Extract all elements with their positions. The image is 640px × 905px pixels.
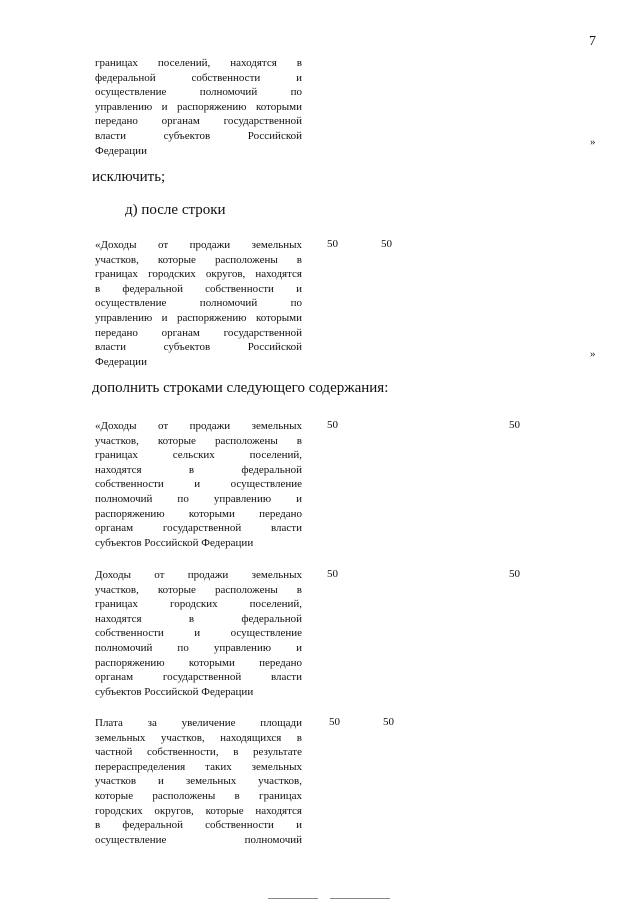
closing-quote: » — [590, 136, 596, 148]
text-line: власти субъектов Российской — [95, 341, 302, 354]
table-row-text — [95, 716, 302, 847]
text-line: участков, которые расположены в — [95, 434, 302, 447]
scan-edge-line — [268, 898, 318, 899]
text-line: управлению и распоряжению которыми — [95, 100, 302, 113]
value-cell: 50 — [327, 419, 338, 431]
text-line: границах городских округов, находятся — [95, 268, 302, 281]
text-line: управлению и распоряжению которыми — [95, 311, 302, 324]
text-line: субъектов Российской Федерации — [95, 685, 254, 698]
text-line: распоряжению которыми передано — [95, 507, 302, 520]
text-line: собственности и осуществление — [95, 478, 302, 491]
text-line: органам государственной власти — [95, 671, 302, 684]
page-number: 7 — [589, 34, 596, 49]
text-line: участков, которые расположены в — [95, 583, 302, 596]
text-line: Плата за увеличение площади — [95, 717, 302, 729]
value-cell: 50 — [329, 716, 340, 728]
text-line: находятся в федеральной — [95, 612, 302, 625]
text-line: передано органам государственной — [95, 326, 302, 339]
text-line: городских округов, которые находятся — [95, 804, 302, 817]
text-line: «Доходы от продажи земельных — [95, 420, 302, 432]
text-line: федеральной собственности и — [95, 71, 302, 84]
instruction-text: дополнить строками следующего содержания: — [92, 380, 389, 396]
value-cell: 50 — [509, 568, 520, 580]
value-cell: 50 — [381, 238, 392, 250]
table-row-text — [95, 238, 302, 369]
text-line: собственности и осуществление — [95, 627, 302, 640]
table-row-text — [95, 56, 302, 158]
text-line: «Доходы от продажи земельных — [95, 239, 302, 251]
text-line: субъектов Российской Федерации — [95, 536, 254, 549]
text-line: в федеральной собственности и — [95, 282, 302, 295]
text-line: участков и земельных участков, — [95, 775, 302, 788]
text-line: которые расположены в границах — [95, 789, 302, 802]
scan-edge-line — [330, 898, 390, 899]
text-line: границах поселений, находятся в — [95, 57, 302, 69]
text-line: осуществление полномочий по — [95, 297, 302, 310]
text-line: перераспределения таких земельных — [95, 760, 302, 773]
text-line: Доходы от продажи земельных — [95, 569, 302, 581]
text-line: осуществление полномочий по — [95, 86, 302, 99]
text-line: частной собственности, в результате — [95, 746, 302, 759]
value-cell: 50 — [327, 238, 338, 250]
text-line: границах городских поселений, — [95, 598, 302, 611]
text-line: Федерации — [95, 355, 147, 368]
value-cell: 50 — [327, 568, 338, 580]
text-line: осуществление полномочий — [95, 833, 302, 846]
table-row-text — [95, 419, 302, 550]
text-line: участков, которые расположены в — [95, 253, 302, 266]
text-line: земельных участков, находящихся в — [95, 731, 302, 744]
text-line: в федеральной собственности и — [95, 819, 302, 832]
table-row-text — [95, 568, 302, 699]
text-line: передано органам государственной — [95, 115, 302, 128]
text-line: полномочий по управлению и — [95, 641, 302, 654]
text-line: границах сельских поселений, — [95, 449, 302, 462]
value-cell: 50 — [383, 716, 394, 728]
text-line: Федерации — [95, 144, 147, 157]
text-line: распоряжению которыми передано — [95, 656, 302, 669]
text-line: полномочий по управлению и — [95, 492, 302, 505]
text-line: находятся в федеральной — [95, 463, 302, 476]
instruction-text: д) после строки — [125, 202, 226, 218]
closing-quote: » — [590, 348, 596, 360]
text-line: власти субъектов Российской — [95, 129, 302, 142]
value-cell: 50 — [509, 419, 520, 431]
instruction-text: исключить; — [92, 169, 166, 185]
text-line: органам государственной власти — [95, 522, 302, 535]
